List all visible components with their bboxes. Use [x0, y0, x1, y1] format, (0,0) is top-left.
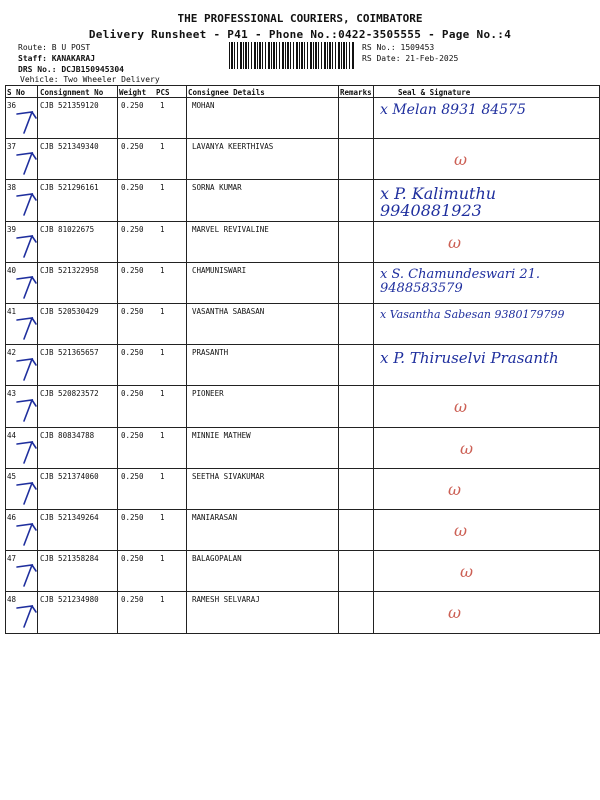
cell-sno: 43: [7, 389, 17, 399]
cell-pcs: 1: [160, 430, 165, 440]
red-stamp-mark: ω: [454, 397, 468, 417]
handwritten-tick-mark: [14, 521, 38, 547]
cell-cons: CJB 521358284: [40, 554, 99, 564]
cell-pcs: 1: [160, 513, 165, 522]
cell-sno: 42: [7, 348, 17, 358]
red-stamp-mark: ω: [448, 603, 462, 623]
red-stamp-mark: ω: [460, 562, 474, 582]
cell-name: MARVEL REVIVALINE: [192, 224, 269, 234]
cell-pcs: 1: [160, 224, 165, 234]
handwritten-tick-mark: [14, 439, 38, 465]
cell-cons: CJB 520530429: [40, 307, 99, 316]
cell-sno: 48: [7, 595, 17, 605]
col-header-remarks: Remarks: [340, 88, 372, 97]
handwritten-tick-mark: [14, 233, 38, 259]
row-rule: [5, 633, 600, 634]
route-label: Route: B U POST: [18, 43, 91, 52]
cell-sno: 46: [7, 513, 17, 522]
cell-name: CHAMUNISWARI: [192, 265, 247, 275]
col-header-consignment: Consignment No: [40, 88, 104, 97]
handwritten-tick-mark: [14, 315, 38, 341]
cell-cons: CJB 521349340: [40, 142, 99, 152]
cell-name: RAMESH SELVARAJ: [192, 595, 260, 605]
cell-pcs: 1: [160, 471, 165, 481]
cell-name: MINNIE MATHEW: [192, 430, 251, 440]
cell-pcs: 1: [160, 265, 165, 275]
cell-pcs: 1: [160, 307, 165, 316]
row-rule: [5, 468, 600, 469]
handwritten-tick-mark: [14, 274, 38, 300]
cell-weight: 0.250: [121, 101, 144, 110]
cell-weight: 0.250: [121, 430, 144, 440]
cell-pcs: 1: [160, 183, 165, 193]
cell-pcs: 1: [160, 142, 165, 152]
cell-cons: CJB 521322958: [40, 265, 99, 275]
cell-cons: CJB 521359120: [40, 101, 99, 110]
col-header-consignee: Consignee Details: [188, 88, 265, 97]
header-bottom-rule: [5, 97, 600, 98]
col-header-signature: Seal & Signature: [398, 88, 471, 97]
rs-date: RS Date: 21-Feb-2025: [362, 54, 459, 63]
row-rule: [5, 344, 600, 345]
cell-weight: 0.250: [121, 554, 144, 564]
cell-weight: 0.250: [121, 513, 144, 522]
cell-cons: CJB 521349264: [40, 513, 99, 522]
red-stamp-mark: ω: [448, 232, 462, 252]
cell-weight: 0.250: [121, 389, 144, 399]
red-stamp-mark: ω: [460, 438, 474, 458]
row-rule: [5, 509, 600, 510]
cell-sno: 47: [7, 554, 17, 564]
cell-cons: CJB 521365657: [40, 348, 99, 358]
runsheet-subtitle: Delivery Runsheet - P41 - Phone No.:0422-3505555 - Page No.:4: [88, 28, 512, 41]
cell-pcs: 1: [160, 389, 165, 399]
handwritten-tick-mark: [14, 191, 38, 217]
handwritten-signature: x Vasantha Sabesan 9380179799: [380, 308, 565, 321]
cell-name: LAVANYA KEERTHIVAS: [192, 142, 274, 152]
rs-number: RS No.: 1509453: [362, 43, 435, 52]
col-header-weight: Weight: [119, 88, 147, 97]
cell-sno: 45: [7, 471, 17, 481]
cell-name: MANIARASAN: [192, 513, 238, 522]
handwritten-signature: x Melan 8931 84575: [380, 102, 526, 118]
handwritten-signature: x P. Kalimuthu 9940881923: [380, 184, 497, 221]
cell-name: BALAGOPALAN: [192, 554, 242, 564]
handwritten-tick-mark: [14, 109, 38, 135]
row-rule: [5, 550, 600, 551]
cell-cons: CJB 80834788: [40, 430, 95, 440]
cell-sno: 36: [7, 101, 17, 110]
cell-name: SEETHA SIVAKUMAR: [192, 471, 265, 481]
red-stamp-mark: ω: [454, 150, 468, 170]
cell-weight: 0.250: [121, 307, 144, 316]
cell-pcs: 1: [160, 595, 165, 605]
cell-cons: CJB 521296161: [40, 183, 99, 193]
row-rule: [5, 262, 600, 263]
handwritten-signature: x P. Thiruselvi Prasanth: [380, 349, 559, 368]
staff-label: Staff: KANAKARAJ: [18, 54, 96, 63]
col-header-sno: S No: [7, 88, 26, 97]
row-rule: [5, 427, 600, 428]
col-header-pcs: PCS: [156, 88, 170, 97]
cell-pcs: 1: [160, 348, 165, 358]
handwritten-tick-mark: [14, 356, 38, 382]
handwritten-signature: x S. Chamundeswari 21. 9488583579: [380, 266, 541, 296]
row-rule: [5, 221, 600, 222]
cell-cons: CJB 81022675: [40, 224, 95, 234]
row-rule: [5, 303, 600, 304]
barcode: [229, 42, 355, 69]
row-rule: [5, 179, 600, 180]
row-rule: [5, 385, 600, 386]
cell-cons: CJB 521234980: [40, 595, 99, 605]
cell-cons: CJB 520823572: [40, 389, 99, 399]
cell-name: PIONEER: [192, 389, 224, 399]
cell-weight: 0.250: [121, 348, 144, 358]
handwritten-tick-mark: [14, 480, 38, 506]
row-rule: [5, 138, 600, 139]
cell-name: PRASANTH: [192, 348, 229, 358]
table-top-rule: [5, 85, 600, 86]
cell-sno: 38: [7, 183, 17, 193]
cell-name: VASANTHA SABASAN: [192, 307, 265, 316]
cell-name: MOHAN: [192, 101, 215, 110]
cell-weight: 0.250: [121, 471, 144, 481]
company-title: THE PROFESSIONAL COURIERS, COIMBATORE: [177, 12, 423, 25]
cell-name: SORNA KUMAR: [192, 183, 242, 193]
row-rule: [5, 591, 600, 592]
vehicle-label: Vehicle: Two Wheeler Delivery: [20, 75, 160, 84]
cell-weight: 0.250: [121, 595, 144, 605]
red-stamp-mark: ω: [448, 479, 462, 499]
cell-sno: 41: [7, 307, 17, 316]
cell-weight: 0.250: [121, 183, 144, 193]
cell-weight: 0.250: [121, 265, 144, 275]
cell-sno: 40: [7, 265, 17, 275]
cell-sno: 37: [7, 142, 17, 152]
handwritten-tick-mark: [14, 603, 38, 629]
cell-sno: 39: [7, 224, 17, 234]
red-stamp-mark: ω: [454, 521, 468, 540]
cell-pcs: 1: [160, 101, 165, 110]
handwritten-tick-mark: [14, 562, 38, 588]
cell-weight: 0.250: [121, 142, 144, 152]
cell-sno: 44: [7, 430, 17, 440]
handwritten-tick-mark: [14, 397, 38, 423]
handwritten-tick-mark: [14, 150, 38, 176]
cell-cons: CJB 521374060: [40, 471, 99, 481]
cell-pcs: 1: [160, 554, 165, 564]
drs-label: DRS No.: DCJB150945304: [18, 65, 124, 74]
cell-weight: 0.250: [121, 224, 144, 234]
